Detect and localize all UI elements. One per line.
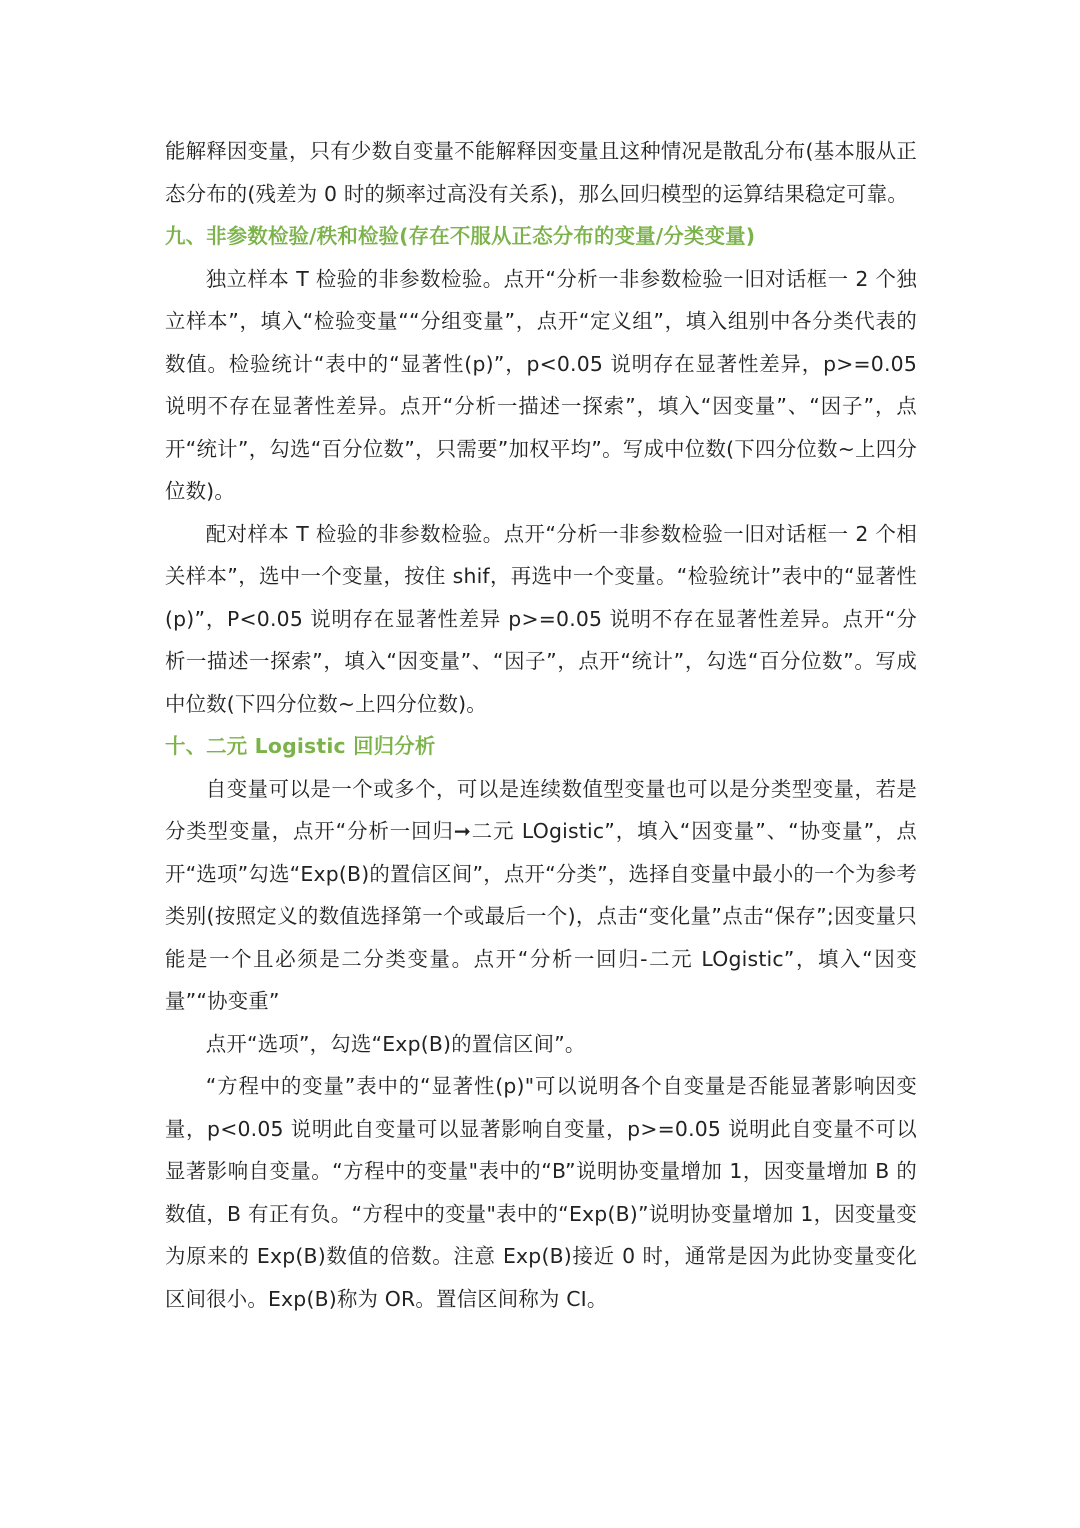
paragraph-paired-samples: 配对样本 T 检验的非参数检验。点开“分析一非参数检验一旧对话框一 2 个相关样本”，选中一个变量，按住 shif，再选中一个变量。“检验统计”表中的“显著性(p)”，P<0.05 说明存在显著性差异 p>=0.05 说明不存在显著性差异。点开“分析一描述一探索”，填入“因变量”、“因子”，点开“统计”，勾选“百分位数”。写成中位数(下四分位数~上四分位数)。 bbox=[165, 521, 917, 716]
paragraph-regression-stability: 能解释因变量，只有少数自变量不能解释因变量且这种情况是散乱分布(基本服从正态分布的(残差为 0 时的频率过高没有关系)，那么回归模型的运算结果稳定可靠。 bbox=[165, 139, 917, 206]
paragraph-logistic-variables: 自变量可以是一个或多个，可以是连续数值型变量也可以是分类型变量，若是分类型变量，点开“分析一回归➞二元 LOgistic”，填入“因变量”、“协变量”，点开“选项”勾选“Exp(B)的置信区间”，点开“分类”，选择自变量中最小的一个为参考类别(按照定义的数值选择第一个或最后一个)，点击“变化量”点击“保存”;因变量只能是一个且必须是二分类变量。点开“分析一回归-二元 LOgistic”，填入“因变量”“协变重” bbox=[165, 776, 917, 1013]
section-heading-binary-logistic: 十、二元 Logistic 回归分析 bbox=[165, 734, 436, 758]
document-page bbox=[165, 130, 917, 1320]
paragraph-logistic-interpretation: “方程中的变量”表中的“显著性(p)"可以说明各个自变量是否能显著影响因变量，p<0.05 说明此自变量可以显著影响自变量，p>=0.05 说明此自变量不可以显著影响自变量。“方程中的变量"表中的“B”说明协变量增加 1，因变量增加 B 的数值，B 有正有负。“方程中的变量"表中的“Exp(B)”说明协变量增加 1，因变量变为原来的 Exp(B)数值的倍数。注意 Exp(B)接近 0 时，通常是因为此协变量变化区间很小。Exp(B)称为 OR。置信区间称为 CI。 bbox=[165, 1074, 917, 1311]
paragraph-independent-samples: 独立样本 T 检验的非参数检验。点开“分析一非参数检验一旧对话框一 2 个独立样本”，填入“检验变量““分组变量”，点开“定义组”，填入组别中各分类代表的数值。检验统计“表中的“显著性(p)”，p<0.05 说明存在显著性差异，p>=0.05 说明不存在显著性差异。点开“分析一描述一探索”，填入“因变量”、“因子”，点开“统计”，勾选“百分位数”，只需要”加权平均”。写成中位数(下四分位数~上四分位数)。 bbox=[165, 266, 917, 503]
paragraph-logistic-options: 点开“选项”，勾选“Exp(B)的置信区间”。 bbox=[205, 1031, 586, 1056]
section-heading-nonparametric-test: 九、非参数检验/秩和检验(存在不服从正态分布的变量/分类变量) bbox=[165, 224, 756, 248]
